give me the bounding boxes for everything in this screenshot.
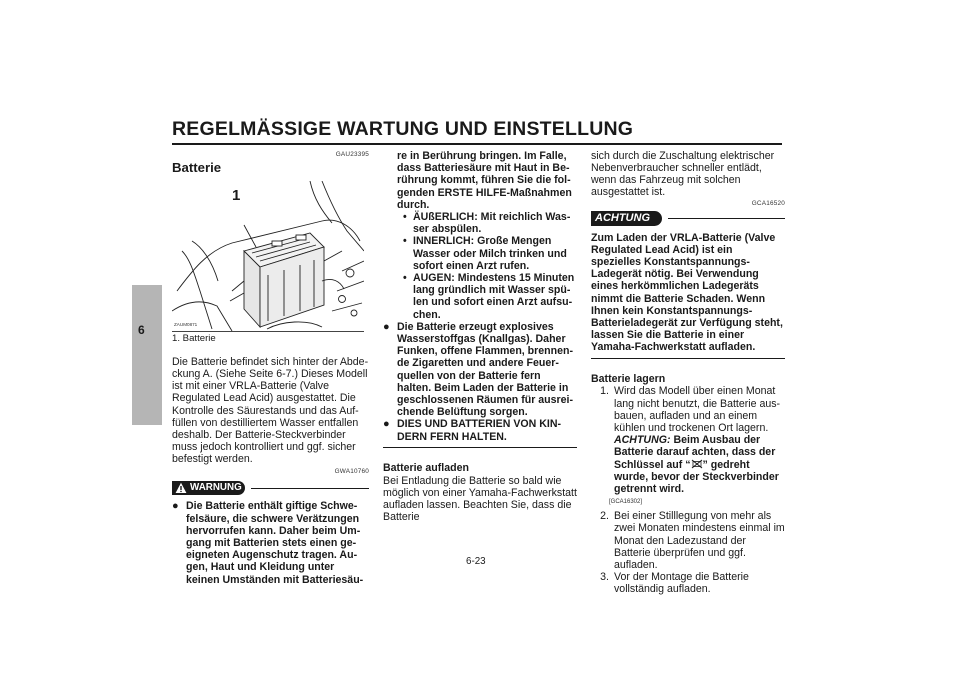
bullet-dot-icon: ● — [172, 500, 179, 513]
page-title: REGELMÄSSIGE WARTUNG UND EINSTELLUNG — [172, 118, 634, 140]
item-number: 1. — [600, 385, 609, 398]
section-title: Batterie — [172, 160, 222, 175]
list-item — [403, 211, 577, 235]
figure-code: ZAUM0871 — [174, 322, 198, 327]
warning-bullet-text: DIES UND BATTERIEN VON KINDERN FERN HALTEN. — [397, 418, 562, 443]
header-rule — [172, 143, 782, 145]
first-aid-list — [383, 211, 577, 321]
warning-code: GWA10760 — [334, 468, 369, 476]
column-2 — [383, 150, 577, 523]
chapter-number: 6 — [138, 323, 145, 337]
column-1 — [172, 150, 369, 586]
warning-bullet-text: Die Batterie erzeugt explosives Wasserstoffgas (Knallgas). Daher Funken, offene Flammen, brennende Zigaretten und andere Feuerquellen von der Batterie fern halten. Beim Laden der Batterie in geschlossenen Räumen für ausreichende Belüftung sorgen. — [397, 320, 574, 419]
achtung-end-rule — [591, 358, 785, 360]
list-item — [403, 235, 577, 272]
item-plain-text: Wird das Modell über einen Monat lang nicht benutzt, die Batterie ausbauen, aufladen und an einem kühlen und trockenen Ort lagern. — [614, 385, 781, 434]
key-off-icon — [691, 459, 703, 469]
inline-achtung: ACHTUNG: — [614, 434, 671, 447]
warning-bullet-text: Die Batterie enthält giftige Schwefelsäure, die schwere Verätzungen hervorrufen kann. Daher beim Umgang mit Batterien stets einen geeigneten Augenschutz tragen. Augen, Haut und Kleidung unter keinen Umständen mit Batteriesäu- — [186, 500, 364, 586]
warning-bullet — [383, 418, 577, 442]
list-item — [403, 272, 577, 321]
list-item-text: INNERLICH: Große Mengen Wasser oder Milch trinken und sofort einen Arzt rufen. — [413, 235, 567, 272]
battery-illustration — [172, 181, 364, 331]
item-number: 2. — [600, 510, 609, 523]
warning-label: WARNUNG — [190, 482, 242, 494]
item-number: 3. — [600, 571, 609, 584]
achtung-rule — [668, 218, 785, 219]
achtung-badge: ACHTUNG — [591, 211, 662, 226]
body-text: Bei Entladung die Batterie so bald wie möglich von einer Yamaha-Fachwerkstatt aufladen lassen. Beachten Sie, dass die Batterie — [383, 474, 577, 524]
chapter-tab — [132, 285, 162, 425]
battery-figure — [172, 181, 364, 332]
inline-code: [GCA16302] — [609, 499, 643, 506]
achtung-code: GCA16520 — [751, 199, 785, 207]
warning-rule — [251, 488, 369, 489]
item-bold-text: Beim Ausbau der Batterie darauf achten, dass der Schlüssel auf “ — [614, 434, 776, 471]
body-text: Die Batterie befindet sich hinter der Abdeckung A. (Siehe Seite 6-7.) Dieses Modell ist mit einer VRLA-Batterie (Valve Regulated Lead Acid) ausgestattet. Die Kontrolle des Säurestands und das Auffüllen von destilliertem Wasser entfallen deshalb. Der Batterie-Steckverbinder muss jedoch kontrolliert und ggf. sicher befestigt werden. — [172, 356, 369, 466]
item-bold-text: ” gedreht wurde, bevor der Steckverbinder getrennt wird. — [614, 458, 779, 495]
numbered-item — [591, 385, 785, 495]
numbered-item — [591, 571, 785, 595]
warning-continuation — [383, 150, 577, 211]
warning-end-rule — [383, 447, 577, 449]
bullet-dot-icon: ● — [383, 418, 390, 431]
list-item-text: AUGEN: Mindestens 15 Minuten lang gründlich mit Wasser spülen und sofort einen Arzt aufsuchen. — [413, 272, 575, 321]
warning-bullet — [172, 500, 369, 585]
warning-bullet — [383, 321, 577, 419]
page-number: 6-23 — [466, 556, 486, 567]
bullet-dot-icon: ● — [383, 320, 390, 333]
sub-bullet-icon: • — [403, 272, 407, 285]
numbered-item — [591, 510, 785, 571]
sub-bullet-icon: • — [403, 211, 407, 224]
warning-continuation-text: re in Berührung bringen. Im Falle, dass Batteriesäure mit Haut in Berührung kommt, führen Sie die folgenden ERSTE HILFE-Maßnahmen durch. — [397, 150, 572, 211]
item-text: Vor der Montage die Batterie vollständig aufladen. — [614, 571, 749, 596]
achtung-text: Zum Laden der VRLA-Batterie (Valve Regulated Lead Acid) ist ein spezielles Konstantspannungs-Ladegerät nötig. Bei Verwendung eines herkömmlichen Ladegeräts nimmt die Batterie Schaden. Wenn Ihnen kein Konstantspannungs-Batterieladegerät zur Verfügung steht, lassen Sie die Batterie in einer Yamaha-Fachwerkstatt aufladen. — [591, 231, 783, 354]
achtung-header — [591, 211, 785, 226]
subheading: Batterie lagern — [591, 373, 666, 386]
body-text: sich durch die Zuschaltung elektrischer Nebenverbraucher schneller entlädt, wenn das Fahrzeug mit solchen ausgestattet ist. — [591, 150, 775, 199]
figure-callout-number: 1 — [232, 187, 241, 204]
item-text: Bei einer Stilllegung von mehr als zwei Monaten mindestens einmal im Monat den Ladezustand der Batterie überprüfen und ggf. aufladen. — [614, 510, 785, 571]
sub-bullet-icon: • — [403, 235, 407, 248]
subheading: Batterie aufladen — [383, 462, 469, 475]
section-code: GAU23395 — [335, 151, 369, 158]
warning-triangle-icon — [175, 482, 187, 494]
warning-badge — [172, 481, 245, 495]
item-text — [614, 385, 785, 495]
figure-caption: 1. Batterie — [172, 333, 216, 344]
column-3 — [591, 150, 785, 596]
warning-header — [172, 481, 369, 495]
list-item-text: ÄUßERLICH: Mit reichlich Wasser abspülen. — [413, 211, 571, 236]
